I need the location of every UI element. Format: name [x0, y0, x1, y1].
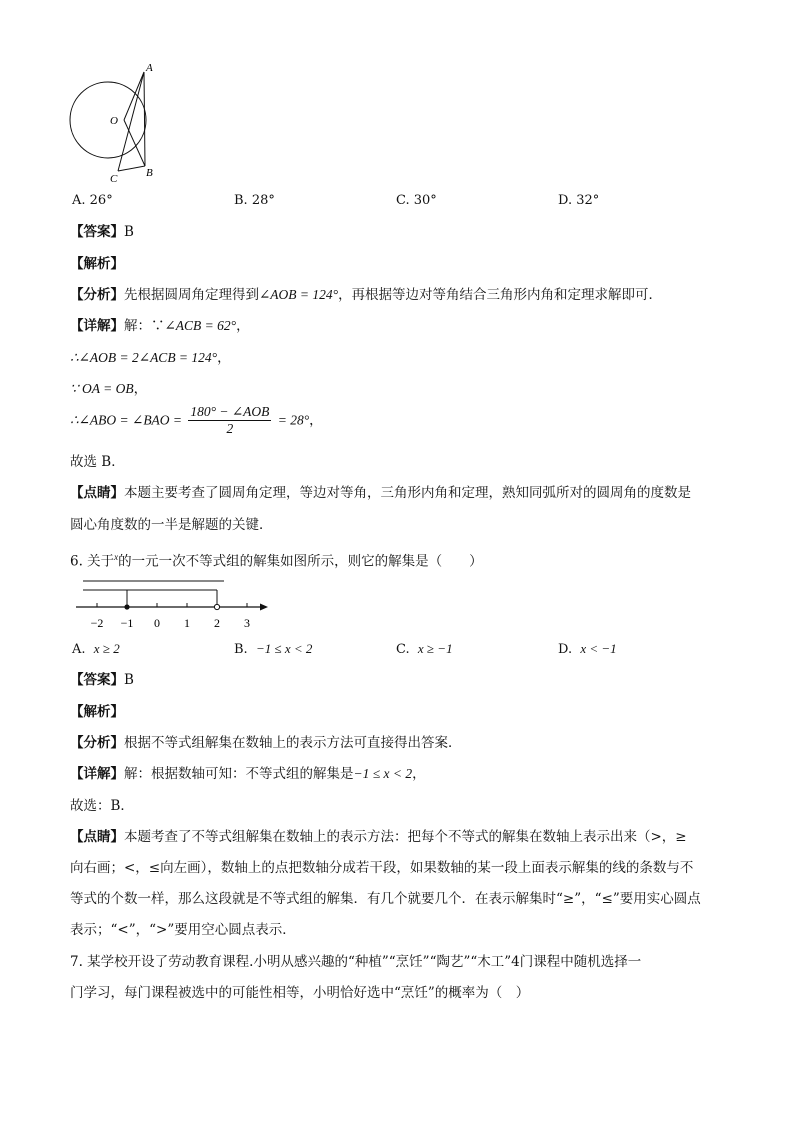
q7-question-line1: 7. 某学校开设了劳动教育课程.小明从感兴趣的“种植”“烹饪”“陶艺”“木工”4门课程中随机选择一	[70, 954, 642, 970]
label-o: O	[110, 115, 118, 127]
option-math: −1 ≤ x < 2	[255, 641, 313, 656]
q6-option-b	[234, 641, 312, 657]
axis-arrow	[260, 604, 268, 611]
tick-label: 0	[154, 616, 160, 630]
q6-comment-line4: 表示；“<”，“>”要用空心圆点表示．	[70, 922, 296, 938]
detail-math: ∠ACB = 62°	[164, 318, 237, 333]
q5-detail-line4	[70, 404, 323, 437]
detail-post: ，	[412, 766, 426, 782]
detail-tag: 【详解】	[70, 318, 124, 334]
option-label: B.	[234, 642, 248, 657]
detail-pre: 解：根据数轴可知：不等式组的解集是	[124, 766, 354, 782]
q6-var: x	[114, 552, 119, 562]
fraction	[188, 404, 271, 437]
q6-option-d	[558, 641, 617, 657]
fraction-denominator: 2	[226, 421, 234, 436]
q5-option-a: A. 26°	[72, 193, 113, 208]
option-label: A.	[72, 642, 86, 657]
solid-point-neg1	[124, 604, 129, 609]
hollow-point-2	[214, 604, 219, 609]
detail-post: ，	[133, 381, 148, 397]
q6-analysis-heading: 【解析】	[70, 704, 124, 720]
detail-lhs: ∴∠ABO = ∠BAO =	[70, 412, 183, 428]
answer-tag: 【答案】	[70, 224, 124, 240]
comment-tag: 【点睛】	[70, 829, 124, 845]
detail-post: ，	[309, 412, 323, 429]
q6-fenxi	[70, 734, 462, 752]
label-b: B	[146, 167, 153, 179]
label-a: A	[146, 62, 153, 74]
detail-post: ，	[217, 350, 231, 366]
option-math: x ≥ 2	[93, 641, 120, 656]
option-label: C.	[396, 642, 410, 657]
q5-analysis-heading: 【解析】	[70, 256, 124, 272]
label-c: C	[110, 173, 118, 185]
q7-question-line2: 门学习，每门课程被选中的可能性相等，小明恰好选中“烹饪”的概率为（ ）	[70, 985, 530, 1001]
q6-answer	[70, 671, 134, 689]
option-label: D.	[558, 642, 573, 657]
tick-label: 3	[244, 616, 250, 630]
q5-conclusion: 故选 B．	[70, 454, 125, 470]
detail-pre: 解：∵	[124, 318, 165, 334]
detail-post: ，	[236, 318, 250, 334]
fraction-numerator: 180° − ∠AOB	[190, 404, 270, 419]
fenxi-tag: 【分析】	[70, 287, 124, 303]
q5-fenxi	[70, 286, 662, 304]
q5-comment-line1	[70, 484, 691, 502]
segment-oa	[124, 72, 144, 120]
fenxi-text: 根据不等式组解集在数轴上的表示方法可直接得出答案．	[124, 735, 462, 751]
q5-option-c: C. 30°	[396, 193, 437, 208]
q6-conclusion: 故选：B．	[70, 798, 134, 814]
tick-label: 2	[214, 616, 220, 630]
q6-detail	[70, 765, 426, 783]
tick-label: 1	[184, 616, 190, 630]
detail-math: −1 ≤ x < 2	[353, 766, 413, 781]
q5-detail-line2	[70, 349, 231, 367]
comment-text: 本题考查了不等式组解集在数轴上的表示方法：把每个不等式的解集在数轴上表示出来（>，≥	[124, 829, 687, 845]
answer-value: B	[124, 224, 134, 240]
q6-comment-line3: 等式的个数一样，那么这段就是不等式组的解集．有几个就要几个．在表示解集时“≥”，“≤”要用实心圆点	[70, 891, 701, 907]
comment-text: 本题主要考查了圆周角定理，等边对等角，三角形内角和定理，熟知同弧所对的圆周角的度数是	[124, 485, 691, 501]
detail-rhs: = 28°	[277, 412, 310, 428]
q6-question	[70, 548, 483, 571]
fenxi-pre: 先根据圆周角定理得到	[124, 287, 259, 303]
q5-option-b: B. 28°	[234, 193, 275, 208]
q6-comment-line2: 向右画；<，≤向左画），数轴上的点把数轴分成若干段，如果数轴的某一段上面表示解集的线的条数与不	[70, 860, 694, 876]
tick-label: −1	[120, 616, 134, 630]
segment-cb	[118, 166, 145, 171]
segment-ob	[124, 120, 145, 166]
q6-comment-line1	[70, 828, 687, 846]
detail-tag: 【详解】	[70, 766, 124, 782]
q5-detail-line1	[70, 317, 250, 335]
tick-label: −2	[90, 616, 104, 630]
segment-ab	[144, 72, 145, 166]
comment-tag: 【点睛】	[70, 485, 124, 501]
q5-detail-line3	[70, 380, 147, 398]
answer-tag: 【答案】	[70, 672, 124, 688]
q5-circle-figure	[60, 58, 170, 188]
q5-option-d: D. 32°	[558, 193, 600, 208]
detail-math: ∴∠AOB = 2∠ACB = 124°	[70, 350, 218, 365]
q5-answer	[70, 223, 134, 241]
fenxi-tag: 【分析】	[70, 735, 124, 751]
fenxi-post: ，再根据等边对等角结合三角形内角和定理求解即可．	[338, 287, 663, 303]
q6-text: 的一元一次不等式组的解集如图所示，则它的解集是（ ）	[118, 553, 483, 570]
q6-prefix: 6. 关于	[70, 553, 115, 570]
option-math: x < −1	[580, 641, 617, 656]
q5-comment-line2: 圆心角度数的一半是解题的关键．	[70, 517, 273, 533]
answer-value: B	[124, 672, 134, 688]
q6-number-line	[70, 573, 280, 633]
detail-math: ∵ OA = OB	[70, 381, 134, 396]
option-math: x ≥ −1	[417, 641, 453, 656]
q6-option-a	[72, 641, 120, 657]
q6-option-c	[396, 641, 453, 657]
fenxi-math: ∠AOB = 124°	[259, 287, 339, 302]
